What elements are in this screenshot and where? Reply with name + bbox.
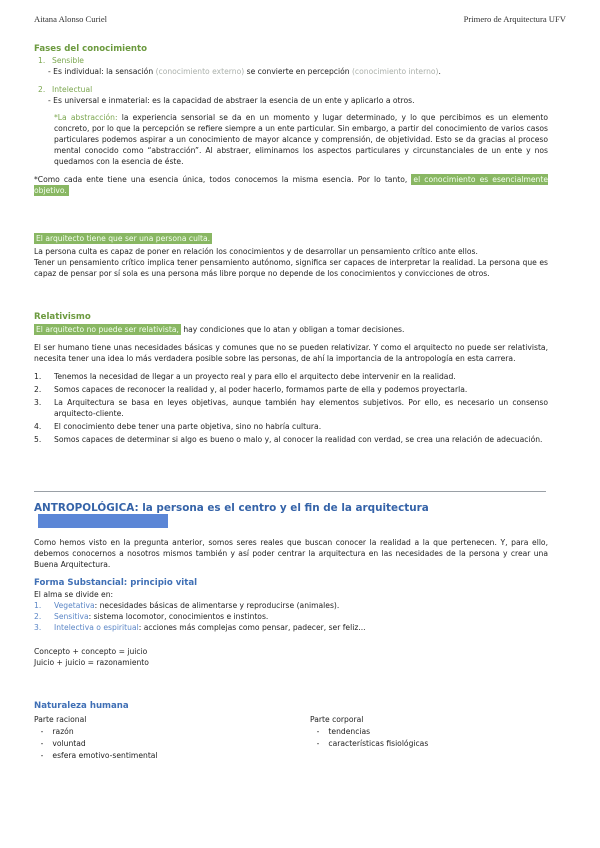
section-relativismo: Relativismo El arquitecto no puede ser relativista, hay condiciones que lo atan y obligan a tomar decisiones. El ser humano tiene unas necesidades básicas y comunes que no se pueden relativizar. Y como el arquitecto no puede ser relativista, necesita tener una idea lo más verdadera posible sobre las personas, de ahí la importancia de la antropología en esta carrera. 1. Tenemos la necesidad de llegar a un proyecto real y para ello el arquitecto debe intervenir en la realidad. 2. Somos capaces de reconocer la realidad y, al poder hacerlo, formamos parte de ella y podemos proyectarla. 3. La Arquitectura se basa en leyes objetivas, aunque también hay elementos subjetivos. Por ello, es necesario un consenso arquitecto-cliente. 4. El conocimiento debe tener una parte objetiva, sino no habría cultura. 5. Somos capaces de determinar si algo es bueno o malo y, al conocer la realidad con verdad, se crea una relación de adecuación.: [34, 312, 548, 444]
list-item: 2. Somos capaces de reconocer la realidad y, al poder hacerlo, formamos parte de ella y podemos proyectarla.: [34, 385, 468, 394]
list-item: 3. La Arquitectura se basa en leyes objetivas, aunque también hay elementos subjetivos. Por ello, es necesario un consenso arquitecto-cliente.: [34, 398, 548, 418]
section-naturaleza: [34, 701, 548, 712]
section-antropologica: [34, 503, 548, 570]
culto-p1: La persona culta es capaz de poner en relación los conocimientos y de desarrollar un pensamiento crítico ante ellos.: [34, 247, 478, 256]
list-item: 4. El conocimiento debe tener una parte objetiva, sino no habría cultura.: [34, 422, 322, 431]
culto-p2: Tener un pensamiento crítico implica tener pensamiento autónomo, significa ser capaces de interpretar la realidad. La persona que es capaz de pensar por sí sola es una persona más libre porque no depende de los conocimientos y convicciones de otros.: [34, 258, 548, 278]
fases-heading: Fases del conocimiento: [34, 44, 148, 54]
list-item: - esfera emotivo-sentimental: [40, 751, 158, 760]
antropologica-paragraph: Como hemos visto en la pregunta anterior, somos seres reales que buscan conocer la realidad a la que pertenecen. Y, para ello, debemos conocernos a nosotros mismos también y así poder centrar la arquitectura en las necesidades de la persona y crear una Buena Arquitectura.: [34, 538, 548, 569]
relativismo-heading: Relativismo: [34, 312, 91, 322]
fases-item-2: 2. Intelectual: [38, 85, 93, 94]
column-racional: [34, 714, 284, 762]
header-author: Aitana Alonso Curiel: [34, 14, 108, 24]
corporal-title: Parte corporal: [310, 715, 364, 724]
title-highlight-bar: [38, 514, 168, 528]
list-item: - tendencias: [316, 727, 371, 736]
fases-item-1-sub: - Es individual: la sensación (conocimiento externo) se convierte en percepción (conocimiento interno).: [48, 67, 441, 76]
column-corporal: [310, 714, 550, 750]
header-course: Primero de Arquitectura UFV: [463, 14, 566, 24]
relativismo-list: [34, 371, 548, 445]
objetivo-highlight: el conocimiento es esencialmente objetivo.: [34, 175, 548, 195]
list-item: 2. Sensitiva: sistema locomotor, conocimientos e instintos.: [34, 612, 269, 621]
fases-item-2-sub: - Es universal e inmaterial: es la capacidad de abstraer la esencia de un ente y aplicarlo a otros.: [48, 96, 415, 105]
list-item: 1. Tenemos la necesidad de llegar a un proyecto real y para ello el arquitecto debe intervenir en la realidad.: [34, 372, 456, 381]
fases-item-2-title: Intelectual: [52, 85, 93, 94]
fases-item-1: 1. Sensible: [38, 56, 84, 65]
culto-highlight: El arquitecto tiene que ser una persona culta.: [36, 234, 211, 243]
list-item: - características fisiológicas: [316, 739, 429, 748]
list-item: - voluntad: [40, 739, 86, 748]
equation-razonamiento: Juicio + juicio = razonamiento: [34, 658, 149, 667]
section-fases: [34, 44, 548, 196]
abstraccion-paragraph: *La abstracción: la experiencia sensorial se da en un momento y lugar determinado, y lo que percibimos es un elemento concreto, por lo que la percepción se refiere siempre a un ente particular. Sin embargo, a partir del conocimiento de varios casos particulares podemos aspirar a un conocimiento de mayor alcance y comprensión, de objetividad. Esto se da gracias al proceso mental conocido como “abstracción”. Al abstraer, eliminamos los aspectos particulares y circunstanciales de un ente y nos quedamos con la esencia de éste.: [54, 113, 548, 166]
section-divider: [34, 491, 546, 492]
section-forma: [34, 578, 548, 668]
relativismo-paragraph: El ser humano tiene unas necesidades básicas y comunes que no se pueden relativizar. Y como el arquitecto no puede ser relativista, necesita tener una idea lo más verdadera posible sobre las personas, de ahí la importancia de la antropología en esta carrera.: [34, 343, 548, 363]
equation-juicio: Concepto + concepto = juicio: [34, 647, 148, 656]
list-item: - razón: [40, 727, 74, 736]
naturaleza-heading: Naturaleza humana: [34, 701, 129, 711]
antropologica-title: ANTROPOLÓGICA: la persona es el centro y el fin de la arquitectura: [34, 502, 429, 514]
relativismo-highlight: El arquitecto no puede ser relativista,: [36, 325, 179, 334]
list-item: 3. Intelectiva o espiritual: acciones más complejas como pensar, padecer, ser feliz...: [34, 623, 366, 632]
abstraccion-label: *La abstracción:: [54, 113, 118, 122]
forma-intro: El alma se divide en:: [34, 590, 114, 599]
forma-heading: Forma Substancial: principio vital: [34, 578, 198, 588]
section-culto: [34, 233, 548, 279]
objetivo-note: *Como cada ente tiene una esencia única, todos conocemos la misma esencia. Por lo tanto, el conocimiento es esencialmente objetivo.: [34, 175, 548, 195]
fases-item-1-title: Sensible: [52, 56, 84, 65]
list-item: 5. Somos capaces de determinar si algo es bueno o malo y, al conocer la realidad con verdad, se crea una relación de adecuación.: [34, 435, 543, 444]
list-item: 1. Vegetativa: necesidades básicas de alimentarse y reproducirse (animales).: [34, 601, 340, 610]
racional-title: Parte racional: [34, 715, 87, 724]
